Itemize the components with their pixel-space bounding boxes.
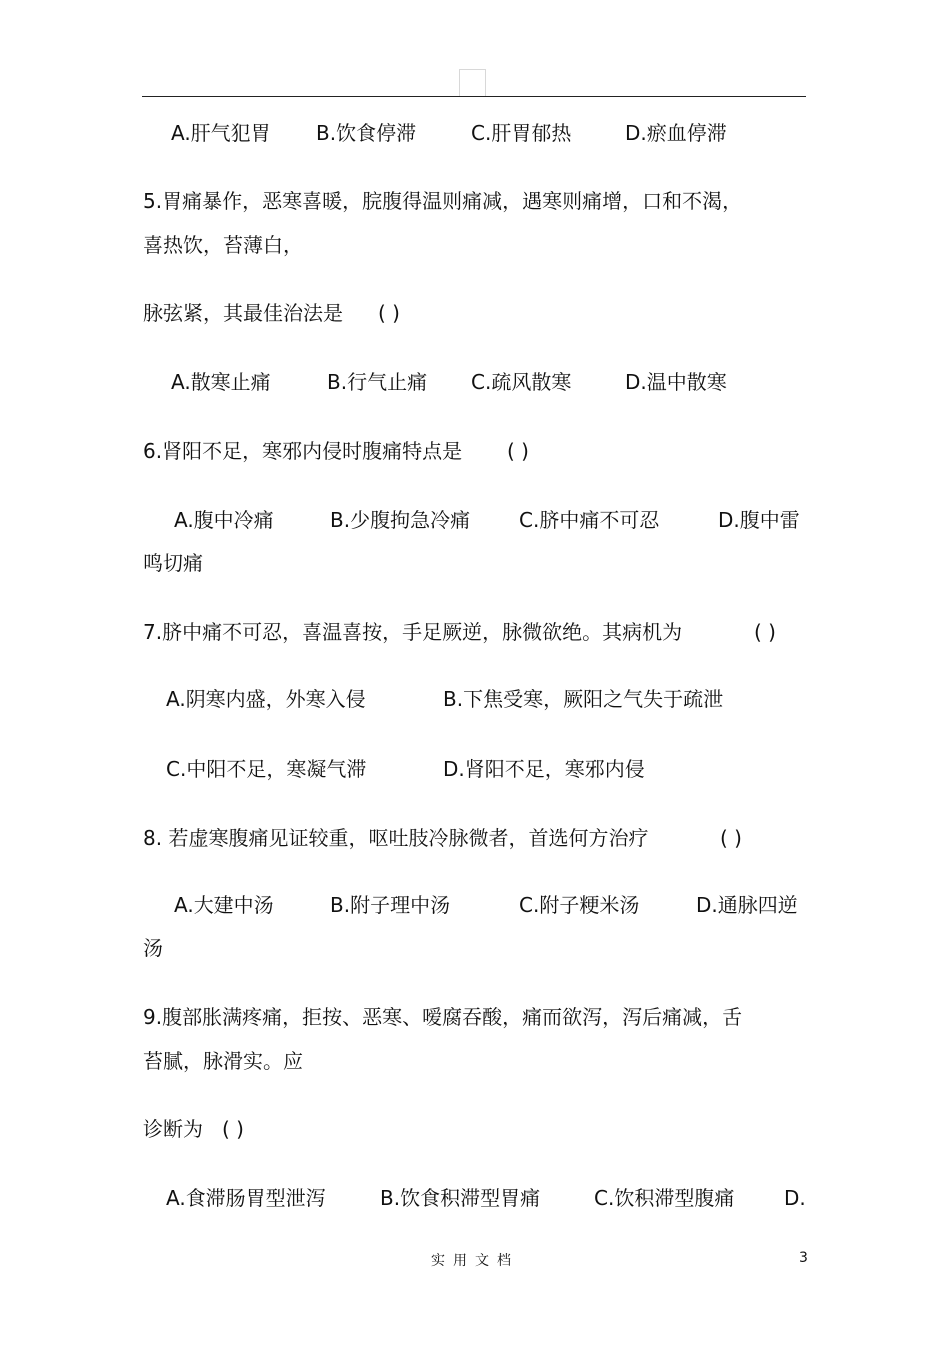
q6-option-continuation: 鸣切痛 xyxy=(143,551,203,575)
q8-answer-paren: ( ) xyxy=(720,826,742,850)
q9-option-a: A.食滞肠胃型泄泻 xyxy=(166,1186,326,1210)
q8-stem: 8. 若虚寒腹痛见证较重，呕吐肢冷脉微者，首选何方治疗 xyxy=(143,826,649,850)
q5-answer-paren: ( ) xyxy=(378,301,400,325)
q7-answer-paren: ( ) xyxy=(754,620,776,644)
q5-option-c: C.疏风散寒 xyxy=(471,370,572,394)
q7-option-c: C.中阳不足，寒凝气滞 xyxy=(166,757,367,781)
page-number: 3 xyxy=(799,1250,808,1266)
q4-option-d: D.瘀血停滞 xyxy=(625,121,727,145)
q7-stem: 7.脐中痛不可忍，喜温喜按，手足厥逆，脉微欲绝。其病机为 xyxy=(143,620,683,644)
q5-stem-line1: 5.胃痛暴作，恶寒喜暖，脘腹得温则痛减，遇寒则痛增，口和不渴， xyxy=(143,189,743,213)
header-box xyxy=(459,69,486,96)
q4-option-b: B.饮食停滞 xyxy=(316,121,417,145)
q8-option-a: A.大建中汤 xyxy=(174,893,274,917)
q8-option-d: D.通脉四逆 xyxy=(696,893,798,917)
q6-option-a: A.腹中冷痛 xyxy=(174,508,274,532)
q9-stem-line3: 诊断为 xyxy=(143,1117,203,1141)
q4-option-c: C.肝胃郁热 xyxy=(471,121,572,145)
q9-option-b: B.饮食积滞型胃痛 xyxy=(380,1186,541,1210)
header-rule xyxy=(142,96,806,97)
q5-stem-line2: 喜热饮，苔薄白， xyxy=(143,233,303,257)
q9-option-d: D. xyxy=(784,1186,806,1210)
footer-text: 实用文档 xyxy=(431,1253,519,1269)
q7-option-a: A.阴寒内盛，外寒入侵 xyxy=(166,687,366,711)
q5-option-b: B.行气止痛 xyxy=(327,370,428,394)
q5-stem-line3: 脉弦紧，其最佳治法是 xyxy=(143,301,343,325)
q5-option-d: D.温中散寒 xyxy=(625,370,727,394)
q4-option-a: A.肝气犯胃 xyxy=(171,121,271,145)
q6-option-b: B.少腹拘急冷痛 xyxy=(330,508,471,532)
q5-option-a: A.散寒止痛 xyxy=(171,370,271,394)
q6-option-c: C.脐中痛不可忍 xyxy=(519,508,660,532)
q6-answer-paren: ( ) xyxy=(507,439,529,463)
q9-option-c: C.饮积滞型腹痛 xyxy=(594,1186,735,1210)
q7-option-b: B.下焦受寒，厥阳之气失于疏泄 xyxy=(443,687,724,711)
q8-option-continuation: 汤 xyxy=(143,936,163,960)
q9-answer-paren: ( ) xyxy=(222,1117,244,1141)
q6-stem: 6.肾阳不足，寒邪内侵时腹痛特点是 xyxy=(143,439,463,463)
q9-stem-line1: 9.腹部胀满疼痛，拒按、恶寒、嗳腐吞酸，痛而欲泻，泻后痛减，舌 xyxy=(143,1005,743,1029)
q8-option-c: C.附子粳米汤 xyxy=(519,893,640,917)
q8-option-b: B.附子理中汤 xyxy=(330,893,451,917)
q6-option-d: D.腹中雷 xyxy=(718,508,800,532)
q9-stem-line2: 苔腻，脉滑实。应 xyxy=(143,1049,303,1073)
q7-option-d: D.肾阳不足，寒邪内侵 xyxy=(443,757,645,781)
